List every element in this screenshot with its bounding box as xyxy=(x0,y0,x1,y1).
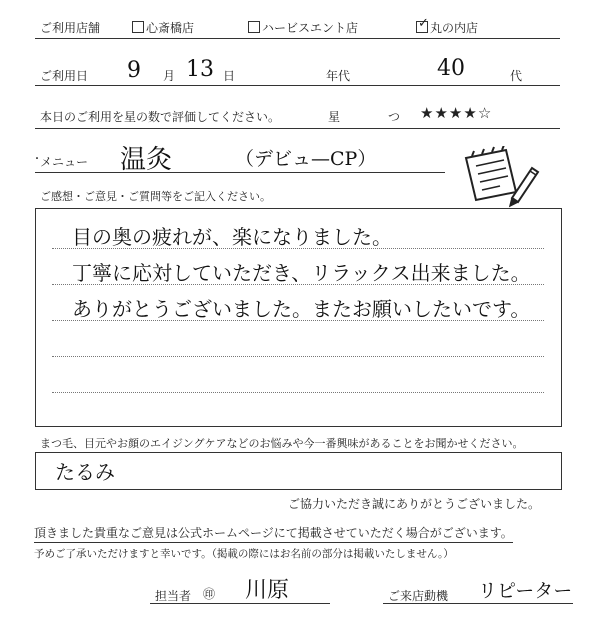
date-row-underline xyxy=(35,85,560,86)
age-label: 年代 xyxy=(326,69,351,83)
menu-label: メニュー xyxy=(40,155,89,169)
store-option-shinsaibashi[interactable]: 心斎橋店 xyxy=(132,19,194,36)
checkbox-checked[interactable] xyxy=(416,16,429,33)
star-filled-icon[interactable]: ★ xyxy=(448,104,464,122)
checkmark-icon: ✓ xyxy=(418,16,429,31)
comment-text-line-3: ありがとうございました。またお願いしたいです。 xyxy=(72,297,531,321)
comments-heading: ご感想・ご意見・ご質問等をご記入ください。 xyxy=(40,190,271,203)
age-value[interactable]: 40 xyxy=(437,56,465,81)
staff-label: 担当者 xyxy=(155,589,192,603)
notice-line-1: 頂きました貴重なご意見は公式ホームページにて掲載させていただく場合がございます。 xyxy=(34,524,513,543)
age-unit: 代 xyxy=(510,69,523,83)
day-unit: 日 xyxy=(223,69,236,83)
thanks-message: ご協力いただき誠にありがとうございました。 xyxy=(288,497,541,511)
comment-text-line-1: 目の奥の疲れが、楽になりました。 xyxy=(72,225,392,249)
motive-label: ご来店動機 xyxy=(388,589,449,603)
star-empty-icon[interactable]: ☆ xyxy=(477,104,493,122)
checkbox[interactable] xyxy=(248,21,260,33)
rating-row-underline xyxy=(35,128,560,129)
concerns-question: まつ毛、目元やお顔のエイジングケアなどのお悩みや今一番興味があることをお聞かせください。 xyxy=(40,437,524,450)
star-label: 星 xyxy=(328,110,341,124)
store-row-underline xyxy=(35,38,560,39)
store-option-herbis-ent[interactable]: ハービスエント店 xyxy=(248,19,358,36)
menu-row-underline xyxy=(35,172,445,173)
star-filled-icon[interactable]: ★ xyxy=(420,104,435,122)
star-rating[interactable] xyxy=(420,104,492,122)
seal-mark: ㊞ xyxy=(203,587,216,601)
checkbox[interactable] xyxy=(132,21,144,33)
store-option-marunouchi[interactable]: ✓ 丸の内店 xyxy=(418,16,479,35)
star-filled-icon[interactable]: ★ xyxy=(434,104,449,122)
menu-value[interactable]: 温灸 xyxy=(120,145,173,175)
rating-question: 本日のご利用を星の数で評価してください。 xyxy=(40,110,281,124)
notepad-icon xyxy=(466,146,516,200)
visit-day[interactable]: 13 xyxy=(186,57,214,82)
star-filled-icon[interactable]: ★ xyxy=(463,104,478,122)
concerns-answer: たるみ xyxy=(55,460,115,484)
motive-value[interactable]: リピーター xyxy=(478,580,573,602)
notice-line-2: 予めご了承いただけますと幸いです。（掲載の際にはお名前の部分は掲載いたしません。） xyxy=(34,548,454,560)
store-label: ご利用店舗 xyxy=(40,21,101,35)
star-count-unit: つ xyxy=(388,110,401,124)
visit-month[interactable]: 9 xyxy=(127,58,141,83)
menu-note[interactable]: （デビュ—CP） xyxy=(235,148,377,170)
comment-line xyxy=(52,392,544,393)
notepad-pencil-icon xyxy=(458,146,540,208)
comment-text-line-2: 丁寧に応対していただき、リラックス出来ました。 xyxy=(72,261,531,285)
comment-line xyxy=(52,356,544,357)
menu-mark: ・ xyxy=(32,154,42,165)
staff-name[interactable]: 川原 xyxy=(245,578,290,603)
month-unit: 月 xyxy=(163,69,176,83)
date-label: ご利用日 xyxy=(40,69,89,83)
